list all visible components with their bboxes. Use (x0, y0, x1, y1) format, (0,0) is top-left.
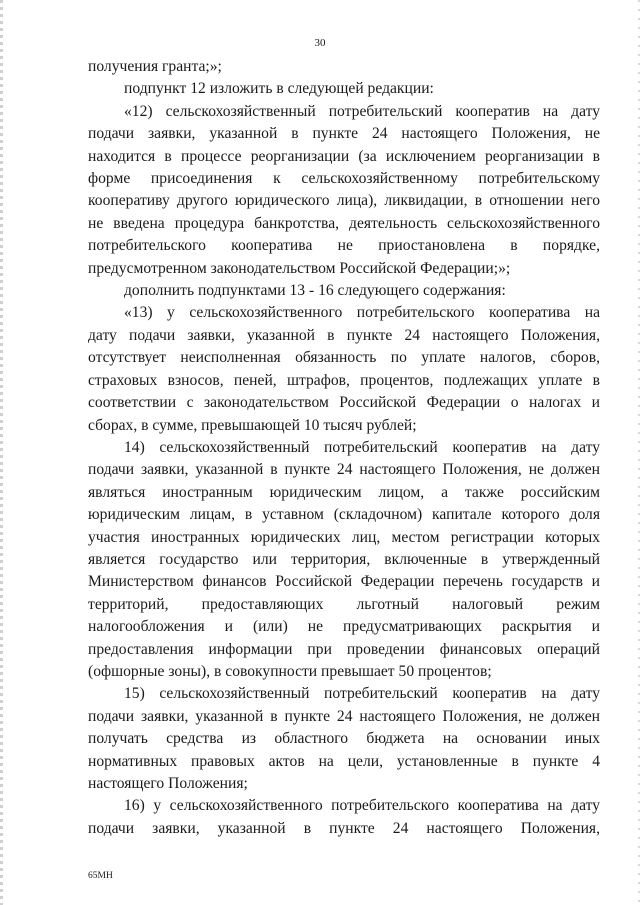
text-line: подпункт 12 изложить в следующей редакции: (124, 80, 434, 98)
text-line: дополнить подпунктами 13 - 16 следующего содержания: (124, 282, 506, 300)
text-line: подачи заявки, указанной в пункте 24 настоящего Положения, не (88, 125, 600, 143)
text-line: предоставления информации при проведении финансовых операций (88, 640, 600, 658)
text-line: получения гранта;»; (88, 58, 222, 75)
text-line: соответствии с законодательством Российской Федерации о налогах и (88, 394, 600, 412)
text-line: «13) у сельскохозяйственного потребительского кооператива на (124, 304, 600, 322)
text-line: настоящего Положения; (88, 775, 248, 792)
text-line: территорий, предоставляющих льготный налоговый режим (88, 595, 600, 613)
text-line: находится в процессе реорганизации (за исключением реорганизации в (88, 147, 600, 165)
text-line: является государство или территория, включенные в утвержденный (88, 550, 600, 568)
text-line: получать средства из областного бюджета на основании иных (88, 730, 600, 748)
scan-edge-left (0, 0, 3, 905)
text-line: «12) сельскохозяйственный потребительский кооператив на дату (124, 102, 600, 120)
text-line: дату подачи заявки, указанной в пункте 24 настоящего Положения, (88, 326, 600, 344)
page-number: 30 (314, 37, 326, 49)
text-line: нормативных правовых актов на цели, установленные в пункте 4 (88, 752, 600, 770)
text-line: участия иностранных юридических лиц, местом регистрации которых (88, 528, 600, 546)
text-line: кооперативу другого юридического лица), ликвидации, в отношении него (88, 192, 600, 210)
text-line: подачи заявки, указанной в пункте 24 настоящего Положения, не должен (88, 707, 600, 725)
text-line: не введена процедура банкротства, деятельность сельскохозяйственного (88, 214, 600, 232)
text-line: подачи заявки, указанной в пункте 24 настоящего Положения, (88, 819, 600, 837)
text-line: предусмотренном законодательством Российской Федерации;»; (88, 259, 511, 277)
text-line: (офшорные зоны), в совокупности превышает 50 процентов; (88, 662, 492, 680)
footer-code: 65МН (88, 871, 113, 881)
text-line: отсутствует неисполненная обязанность по уплате налогов, сборов, (88, 349, 600, 367)
text-line: юридическим лицам, в уставном (складочном) капитале которого доля (88, 506, 600, 524)
text-line: подачи заявки, указанной в пункте 24 настоящего Положения, не должен (88, 461, 600, 479)
document-body (88, 56, 600, 840)
text-line: 16) у сельскохозяйственного потребительского кооператива на дату (124, 797, 600, 815)
text-line: сборах, в сумме, превышающей 10 тысяч рублей; (88, 416, 417, 434)
text-line: потребительского кооператива не приостановлена в порядке, (88, 237, 600, 255)
text-line: Министерством финансов Российской Федерации перечень государств и (88, 573, 600, 591)
text-line: налогообложения и (или) не предусматривающих раскрытия и (88, 618, 600, 636)
text-line: страховых взносов, пеней, штрафов, процентов, подлежащих уплате в (88, 371, 600, 389)
text-line: 14) сельскохозяйственный потребительский кооператив на дату (124, 438, 600, 456)
text-line: являться иностранным юридическим лицом, а также российским (88, 483, 600, 501)
text-line: форме присоединения к сельскохозяйственному потребительскому (88, 170, 600, 188)
text-line: 15) сельскохозяйственный потребительский кооператив на дату (124, 685, 600, 703)
